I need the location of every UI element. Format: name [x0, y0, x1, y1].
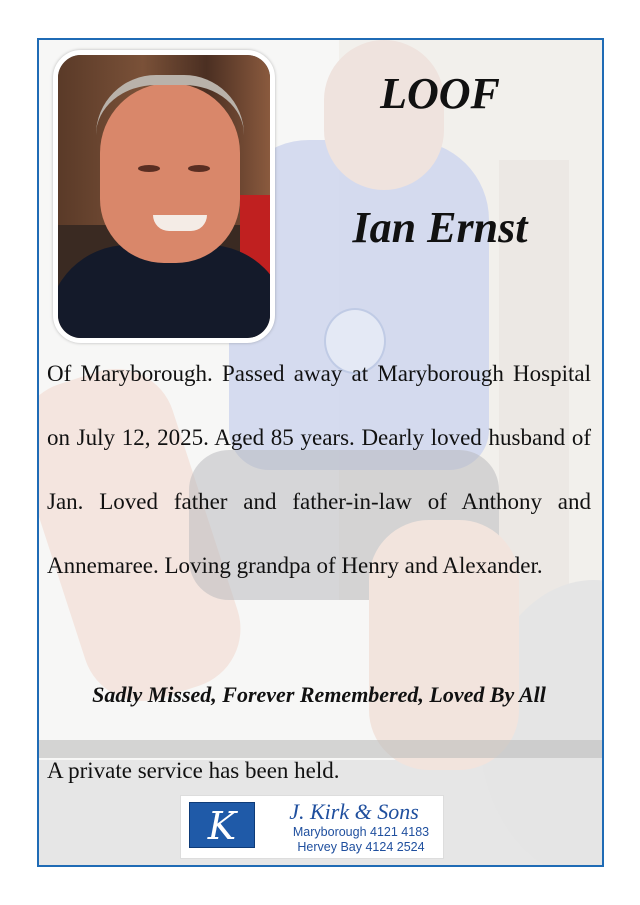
portrait-photo: [53, 50, 275, 343]
funeral-director-ad: [180, 795, 444, 859]
phone-maryborough: Maryborough 4121 4183: [292, 825, 430, 839]
phone-hervey-bay: Hervey Bay 4124 2524: [297, 840, 425, 854]
tagline: Sadly Missed, Forever Remembered, Loved By All: [92, 682, 546, 707]
kirk-logo-icon: K: [189, 802, 255, 848]
surname-heading: LOOF: [380, 69, 500, 118]
service-note: A private service has been held.: [47, 758, 340, 783]
notice-body-text: Of Maryborough. Passed away at Maryborough Hospital on July 12, 2025. Aged 85 years. Dearly loved husband of Jan. Loved father and father-in-law of Anthony and Annemaree. Loving grandpa of Henry and Alexander.: [47, 361, 591, 578]
given-names-heading: Ian Ernst: [352, 203, 528, 252]
funeral-director-name: J. Kirk & Sons: [289, 799, 419, 824]
notice-body: [47, 342, 591, 598]
